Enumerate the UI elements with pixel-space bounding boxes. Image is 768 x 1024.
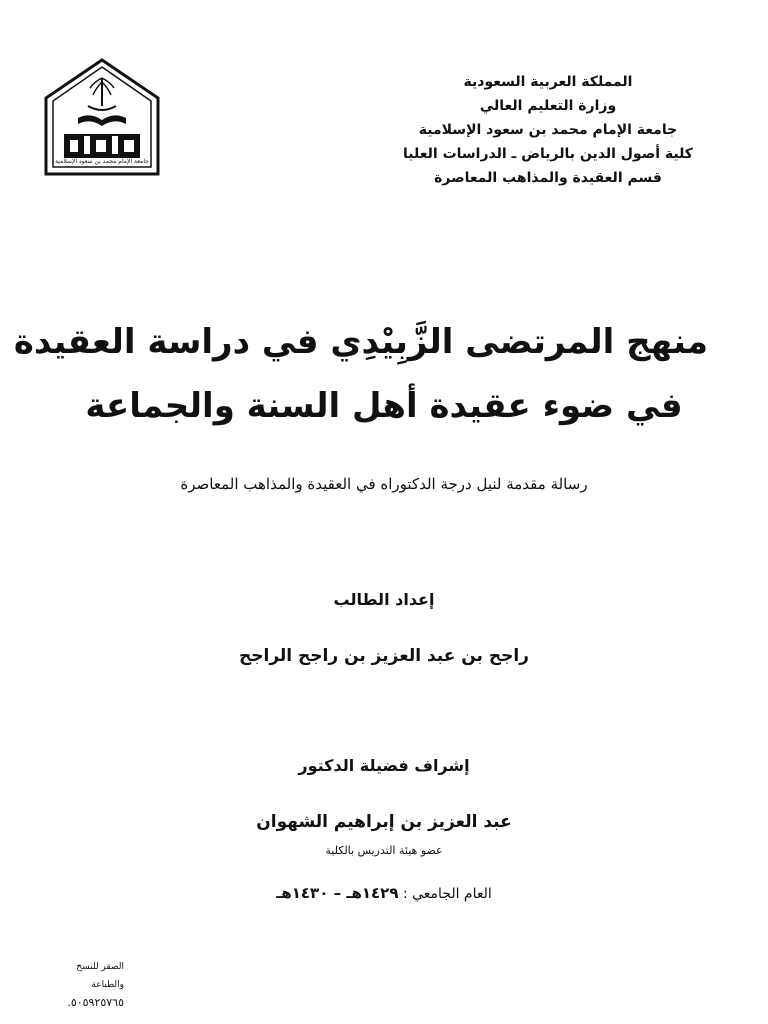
thesis-subtitle: رسالة مقدمة لنيل درجة الدكتوراه في العقيدة والمذاهب المعاصرة xyxy=(180,475,588,493)
thesis-title-line-1: منهج المرتضى الزَّبِيْدِي في دراسة العقيدة xyxy=(13,322,708,362)
thesis-title xyxy=(13,310,708,438)
printer-phone: ٥٠٥٩٢٥٧٦٥. xyxy=(67,996,124,1009)
header-department: قسم العقيدة والمذاهب المعاصرة xyxy=(434,170,662,186)
header-college: كلية أصول الدين بالرياض ـ الدراسات العليا xyxy=(403,146,693,162)
institution-header xyxy=(388,70,708,190)
academic-year xyxy=(0,884,768,902)
supervisor-role: عضو هيئة التدريس بالكلية xyxy=(325,844,443,857)
header-ministry: وزارة التعليم العالي xyxy=(479,98,617,114)
thesis-title-line-2: في ضوء عقيدة أهل السنة والجماعة xyxy=(85,386,683,426)
academic-year-label: العام الجامعي : xyxy=(402,886,492,902)
academic-year-value: ١٤٢٩هـ – ١٤٣٠هـ xyxy=(276,884,399,902)
printer-name: الصقر للنسخ والطباعة xyxy=(76,962,124,990)
student-label: إعداد الطالب xyxy=(333,590,435,609)
student-name: راجح بن عبد العزيز بن راجح الراجح xyxy=(239,646,529,666)
logo-caption: جامعة الإمام محمد بن سعود الإسلامية xyxy=(55,158,149,165)
header-country: المملكة العربية السعودية xyxy=(463,74,633,90)
supervisor-label: إشراف فضيلة الدكتور xyxy=(298,756,470,775)
header-university: جامعة الإمام محمد بن سعود الإسلامية xyxy=(418,122,678,138)
supervisor-name: عبد العزيز بن إبراهيم الشهوان xyxy=(256,812,512,832)
printer-footer xyxy=(44,958,124,1012)
